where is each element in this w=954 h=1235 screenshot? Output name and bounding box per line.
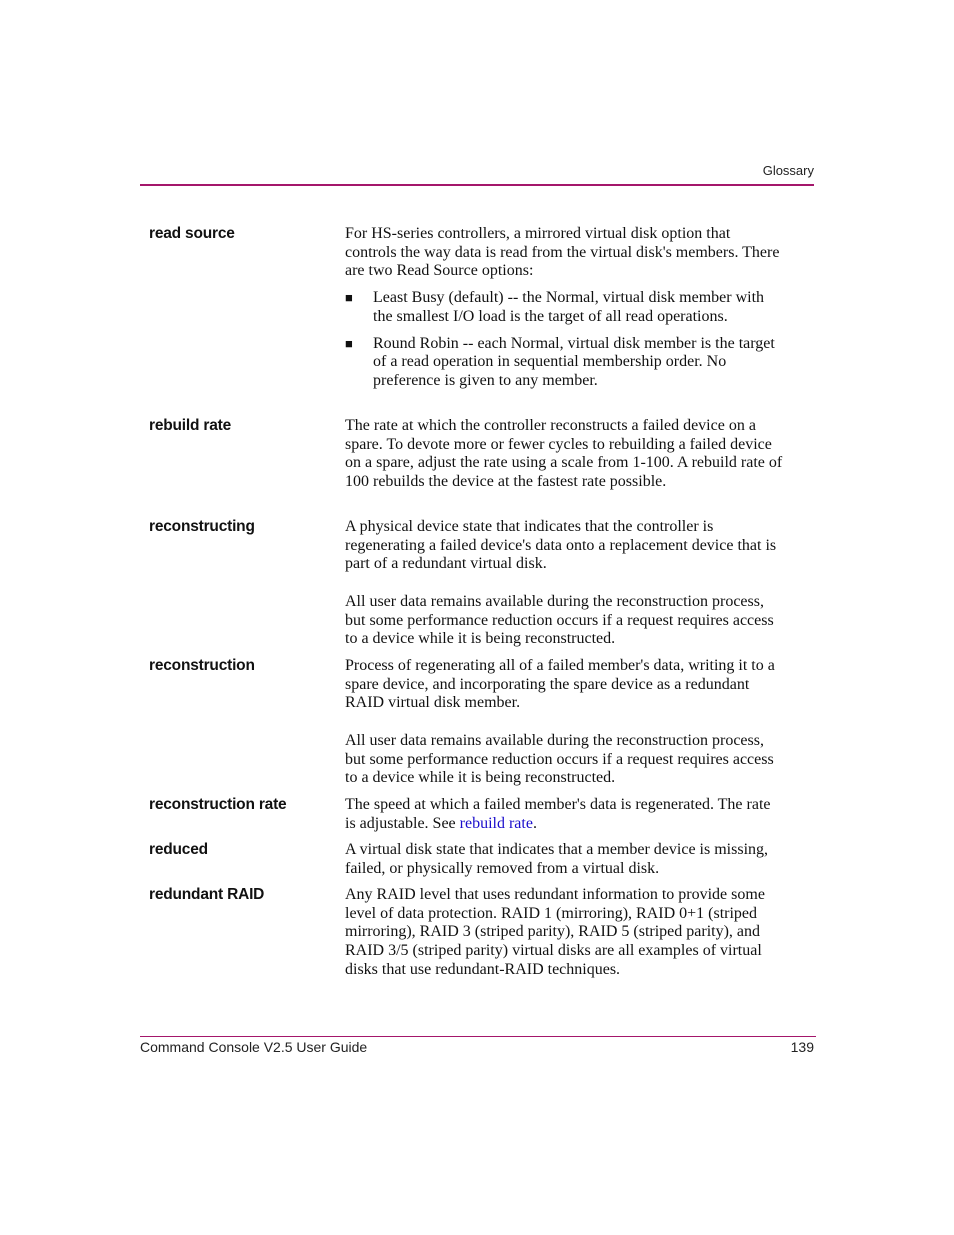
glossary-term: read source — [149, 225, 235, 242]
definition-text: The speed at which a failed member's data is regenerated. The rate is adjustable. See — [345, 796, 771, 832]
page-number: 139 — [790, 1039, 814, 1055]
square-bullet-icon: ■ — [345, 290, 353, 306]
definition-paragraph — [345, 796, 785, 833]
list-item-text: Least Busy (default) -- the Normal, virtual disk member with the smallest I/O load is the target of all read operations. — [373, 289, 765, 325]
glossary-term: reconstruction — [149, 657, 255, 674]
glossary-definition — [345, 417, 785, 492]
glossary-definition — [345, 796, 785, 833]
footer-title: Command Console V2.5 User Guide — [140, 1039, 368, 1055]
definition-paragraph: For HS-series controllers, a mirrored virtual disk option that controls the way data is read from the virtual disk's members. There are two Read Source options: — [345, 225, 780, 280]
footer-rule — [140, 1036, 816, 1037]
header-rule — [140, 184, 814, 186]
glossary-definition — [345, 886, 785, 980]
glossary-definition — [345, 657, 785, 788]
definition-paragraph: All user data remains available during the reconstruction process, but some performance reduction occurs if a request requires access to a device while it is being reconstructed. — [345, 592, 774, 648]
glossary-term: reconstructing — [149, 518, 255, 535]
definition-paragraph: Any RAID level that uses redundant information to provide some level of data protection. RAID 1 (mirroring), RAID 0+1 (striped mirroring), RAID 3 (striped parity), RAID 5 (striped parity), and RAID 3/5 (striped parity) virtual disks are all examples of virtual disks that use redundant-RAID techniques. — [345, 886, 765, 978]
list-item-text: Round Robin -- each Normal, virtual disk member is the target of a read operation in sequential membership order. No preference is given to any member. — [373, 334, 775, 389]
list-item — [345, 335, 785, 391]
bullet-list — [345, 289, 785, 391]
definition-paragraph: The rate at which the controller reconstructs a failed device on a spare. To devote more or fewer cycles to rebuilding a failed device on a spare, adjust the rate using a scale from 1-100. A rebuild rate of 100 rebuilds the device at the fastest rate possible. — [345, 417, 783, 491]
glossary-term: reduced — [149, 841, 208, 858]
definition-paragraph: All user data remains available during the reconstruction process, but some performance reduction occurs if a request requires access to a device while it is being reconstructed. — [345, 731, 774, 787]
running-header: Glossary — [762, 163, 814, 178]
list-item — [345, 289, 785, 326]
glossary-term: redundant RAID — [149, 886, 265, 903]
definition-paragraph: A physical device state that indicates that the controller is regenerating a failed device's data onto a replacement device that is part of a redundant virtual disk. — [345, 518, 777, 573]
glossary-term: rebuild rate — [149, 417, 232, 434]
glossary-term: reconstruction rate — [149, 796, 287, 813]
glossary-definition — [345, 841, 785, 878]
definition-paragraph: A virtual disk state that indicates that a member device is missing, failed, or physically removed from a virtual disk. — [345, 841, 769, 877]
glossary-definition — [345, 518, 785, 649]
definition-text: . — [532, 814, 537, 832]
square-bullet-icon: ■ — [345, 335, 353, 351]
glossary-definition — [345, 225, 785, 391]
rebuild-rate-link[interactable]: rebuild rate — [459, 814, 533, 832]
definition-paragraph: Process of regenerating all of a failed member's data, writing it to a spare device, and incorporating the spare device as a redundant RAID virtual disk member. — [345, 657, 775, 712]
